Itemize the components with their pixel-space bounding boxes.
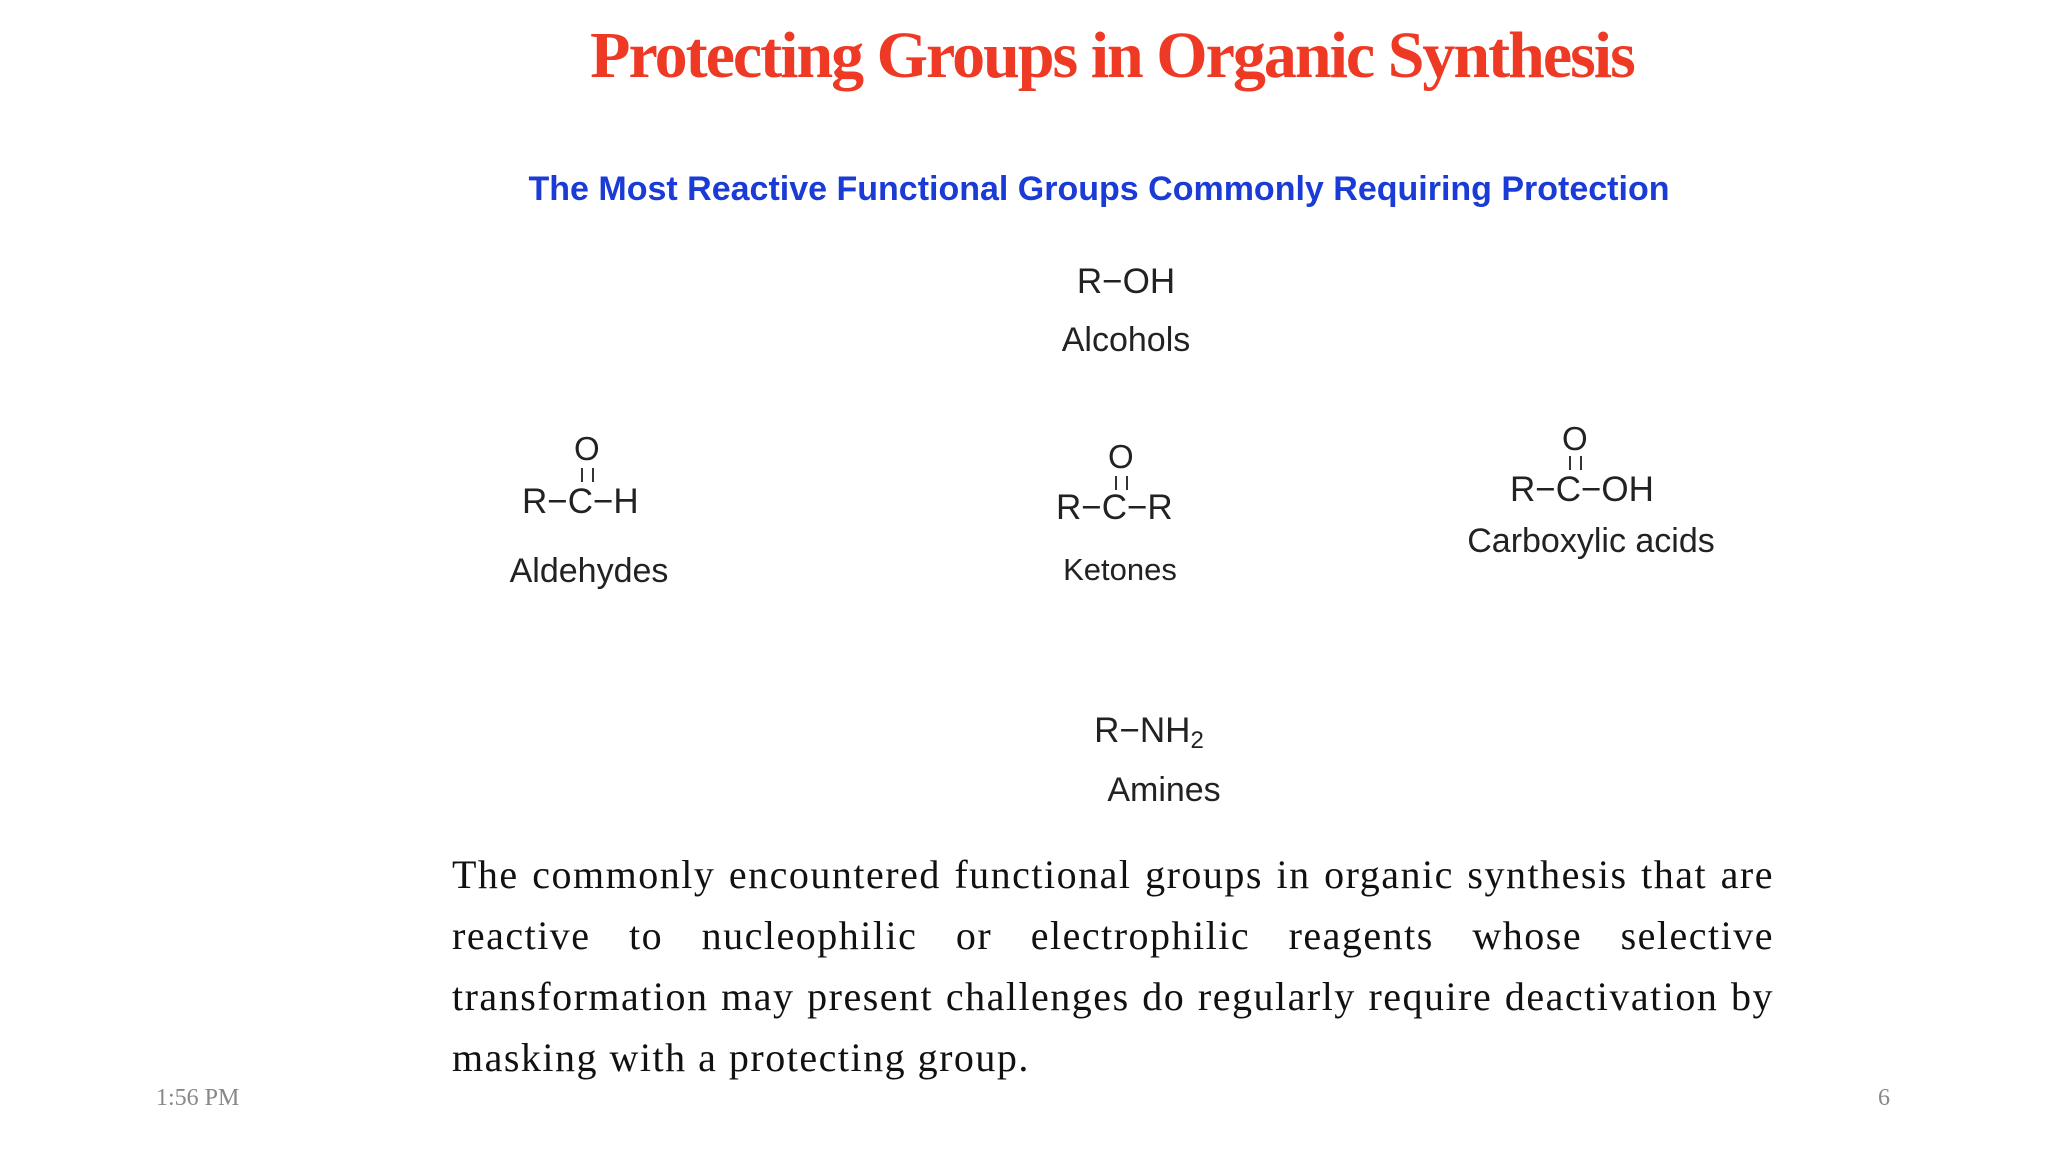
carboxylic-acids-oxygen: O <box>1562 420 1588 457</box>
ketones-oxygen: O <box>1108 438 1134 475</box>
aldehydes-double-bond <box>581 468 594 482</box>
footer-page-number: 6 <box>1878 1085 1890 1111</box>
footer-time: 1:56 PM <box>156 1085 240 1111</box>
amines-formula <box>1064 713 1234 753</box>
amines-subscript: 2 <box>1190 727 1204 754</box>
carboxylic-acids-double-bond <box>1569 456 1582 470</box>
aldehydes-label: Aldehydes <box>509 552 669 590</box>
slide-title: Protecting Groups in Organic Synthesis <box>590 19 1634 92</box>
aldehydes-oxygen: O <box>574 430 600 467</box>
ketones-formula: R−C−R <box>1056 488 1173 527</box>
carboxylic-acids-formula: R−C−OH <box>1510 470 1654 509</box>
amines-label: Amines <box>1107 771 1221 809</box>
body-paragraph: The commonly encountered functional groups in organic synthesis that are reactive to nucleophilic or electrophilic reagents whose selective transformation may present challenges do regularly require deactivation by masking with a protecting group. <box>452 852 1774 1080</box>
ketones-structure <box>1040 440 1200 588</box>
ketones-label: Ketones <box>1063 552 1177 587</box>
aldehydes-structure <box>484 432 694 591</box>
alcohols-label: Alcohols <box>1061 321 1191 359</box>
aldehydes-formula: R−C−H <box>522 482 639 521</box>
amines-structure <box>1064 713 1234 810</box>
alcohols-structure <box>1056 264 1196 360</box>
amines-formula-main: R−NH <box>1094 711 1191 750</box>
carboxylic-acids-structure <box>1446 422 1736 561</box>
alcohols-formula: R−OH <box>1076 262 1176 301</box>
carboxylic-acids-label: Carboxylic acids <box>1467 522 1715 560</box>
slide-subtitle: The Most Reactive Functional Groups Commonly Requiring Protection <box>528 170 1670 208</box>
